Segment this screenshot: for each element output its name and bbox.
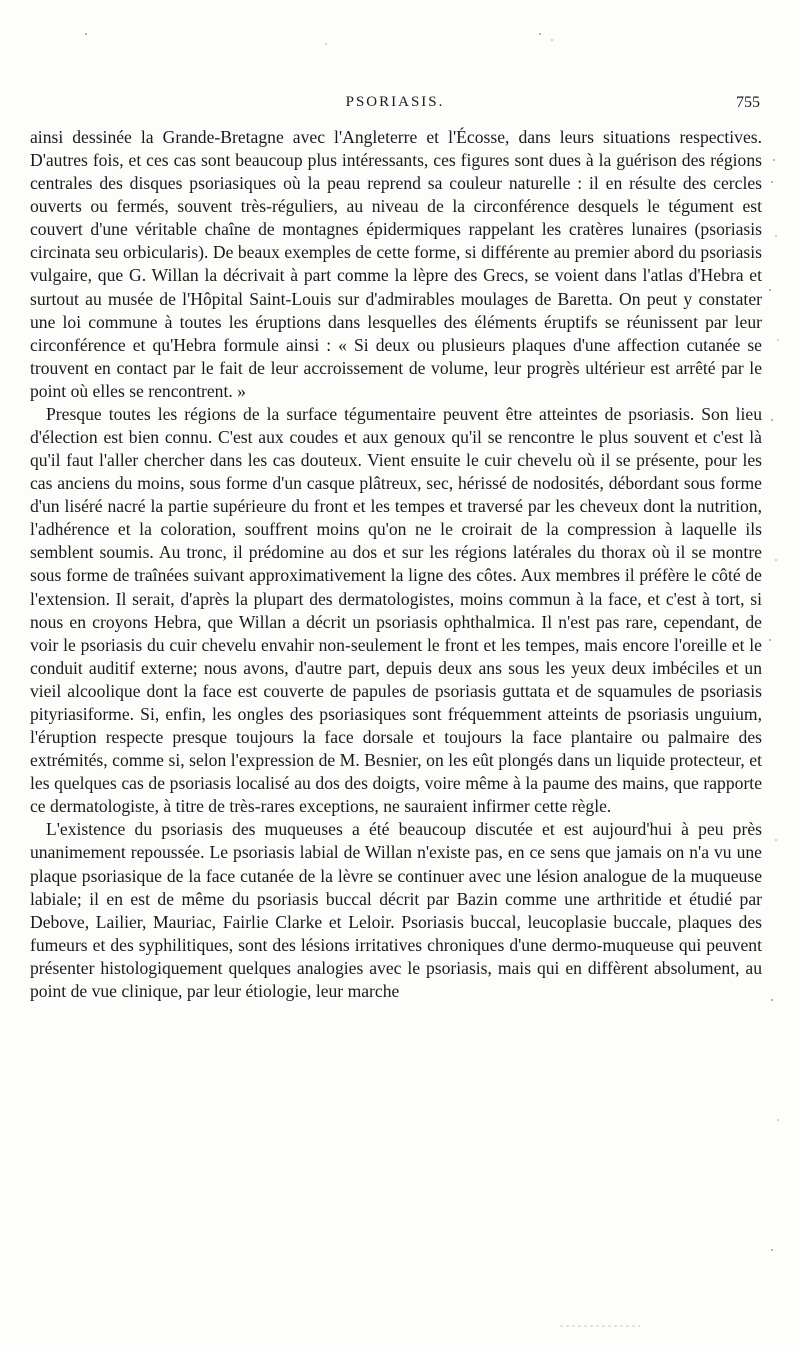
page-header	[30, 94, 760, 118]
paragraph: Presque toutes les régions de la surface tégumentaire peuvent être atteintes de psoriasis. Son lieu d'élection est bien connu. C'est aux coudes et aux genoux qu'il se rencontre le plus souvent et c'est là qu'il faut l'aller chercher dans les cas douteux. Vient ensuite le cuir chevelu où il se présente, pour les cas anciens du moins, sous forme d'un casque plâtreux, sec, hérissé de nodosités, débordant sous forme d'un liséré nacré la partie supérieure du front et les tempes et traversé par les cheveux dont la nutrition, l'adhérence et la coloration, souffrent moins qu'on ne le croirait de la compression à laquelle ils semblent soumis. Au tronc, il prédomine au dos et sur les régions latérales du thorax où il se montre sous forme de traînées suivant approximativement la ligne des côtes. Aux membres il préfère le côté de l'extension. Il serait, d'après la plupart des dermatologistes, moins commun à la face, et c'est à tort, si nous en croyons Hebra, que Willan a décrit un psoriasis ophthalmica. Il n'est pas rare, cependant, de voir le psoriasis du cuir chevelu envahir non-seulement le front et les tempes, mais encore l'oreille et le conduit auditif externe; nous avons, d'autre part, depuis deux ans sous les yeux deux imbéciles et un vieil alcoolique dont la face est couverte de papules de psoriasis guttata et de squamules de psoriasis pityriasiforme. Si, enfin, les ongles des psoriasiques sont fréquemment atteints de psoriasis unguium, l'éruption respecte presque toujours la face dorsale et toujours la face plantaire ou palmaire des extrémités, comme si, selon l'expression de M. Besnier, on les eût plongés dans un liquide protecteur, et les quelques cas de psoriasis localisé au dos des doigts, voire même à la paume des mains, que rapporte ce dermatologiste, à titre de très-rares exceptions, ne sauraient infirmer cette règle.	[30, 403, 762, 817]
body-text	[30, 126, 762, 1003]
paragraph: L'existence du psoriasis des muqueuses a été beaucoup discutée et est aujourd'hui à peu près unanimement repoussée. Le psoriasis labial de Willan n'existe pas, en ce sens que jamais on n'a vu une plaque psoriasique de la face cutanée de la lèvre se continuer avec une lésion analogue de la muqueuse labiale; il en est de même du psoriasis buccal décrit par Bazin comme une arthritide et étudié par Debove, Lailier, Mauriac, Fairlie Clarke et Leloir. Psoriasis buccal, leucoplasie buccale, plaques des fumeurs et des syphilitiques, sont des lésions irritatives chroniques d'une dermo-muqueuse qui peuvent présenter histologiquement quelques analogies avec le psoriasis, mais qui en diffèrent absolument, au point de vue clinique, par leur étiologie, leur marche	[30, 819, 762, 1001]
running-title: PSORIASIS.	[345, 94, 445, 110]
page-number: 755	[736, 94, 760, 111]
paragraph: ainsi dessinée la Grande-Bretagne avec l'Angleterre et l'Écosse, dans leurs situations respectives. D'autres fois, et ces cas sont beaucoup plus intéressants, ces figures sont dues à la guérison des régions centrales des disques psoriasiques où la peau reprend sa couleur naturelle : il en résulte des cercles ouverts ou fermés, souvent très-réguliers, au niveau de la circonférence desquels le tégument est couvert d'une véritable chaîne de montagnes épidermiques rappelant les cratères lunaires (psoriasis circinata seu orbicularis). De beaux exemples de cette forme, si différente au premier abord du psoriasis vulgaire, que G. Willan la décrivait à part comme la lèpre des Grecs, se voient dans l'atlas d'Hebra et surtout au musée de l'Hôpital Saint-Louis sur d'admirables moulages de Baretta. On peut y constater une loi commune à toutes les éruptions dans lesquelles des éléments éruptifs se réunissent par leur circonférence et qu'Hebra formule ainsi : « Si deux ou plusieurs plaques d'une affection cutanée se trouvent en contact par le fait de leur accroissement de volume, leur progrès ultérieur est arrêté par le point où elles se rencontrent. »	[30, 127, 762, 401]
